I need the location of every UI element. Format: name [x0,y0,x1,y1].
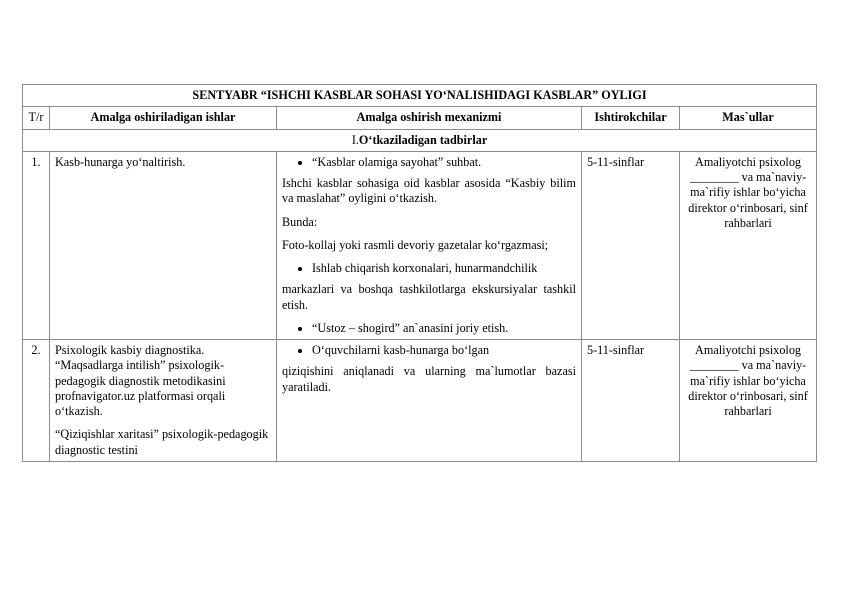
section-title: O‘tkaziladigan tadbirlar [358,132,488,147]
row-task [50,151,277,339]
mechanism-bullet: • Ishlab chiqarish korxonalari, hunarmandchilik [312,261,576,276]
header-mechanism: Amalga oshirish mexanizmi [277,107,582,129]
row-participants: 5-11-sinflar [582,340,680,462]
mechanism-paragraph: Foto-kollaj yoki rasmli devoriy gazetalar ko‘rgazmasi; [282,237,549,252]
mechanism-bullet: • “Kasblar olamiga sayohat” suhbat. [312,155,576,170]
activity-plan-table [22,84,817,462]
table-title: SENTYABR “ISHCHI KASBLAR SOHASI YO‘NALISHIDAGI KASBLAR” OYLIGI [23,85,817,107]
task-text: Psixologik kasbiy diagnostika. “Maqsadlarga intilish” psixologik-pedagogik diagnostik metodikasini profnavigator.uz platformasi orqali o‘tkazish. [55,343,226,418]
section-prefix: I. [351,132,359,147]
row-num: 2. [23,340,50,462]
row-num: 1. [23,151,50,339]
row-mechanism [277,151,582,339]
row-participants: 5-11-sinflar [582,151,680,339]
mechanism-paragraph: Ishchi kasblar sohasiga oid kasblar asosida “Kasbiy bilim va maslahat” oyligini o‘tkazish. [282,176,576,206]
row-responsible: Amaliyotchi psixolog ________ va ma`naviy-ma`rifiy ishlar bo‘yicha direktor o‘rinbosari, sinf rahbarlari [680,151,817,339]
header-tasks: Amalga oshiriladigan ishlar [50,107,277,129]
section-heading [23,129,817,151]
mechanism-paragraph: markazlari va boshqa tashkilotlarga ekskursiyalar tashkil etish. [282,282,576,312]
header-row [23,107,817,129]
section-row [23,129,817,151]
header-responsible: Mas`ullar [680,107,817,129]
task-text: Kasb-hunarga yo‘naltirish. [55,154,186,169]
title-row [23,85,817,107]
table-row [23,340,817,462]
row-task [50,340,277,462]
task-text: “Qiziqishlar xaritasi” psixologik-pedagogik diagnostic testini [55,427,269,457]
header-participants: Ishtirokchilar [582,107,680,129]
mechanism-bullet: • “Ustoz – shogird” an`anasini joriy etish. [312,321,576,336]
table-row [23,151,817,339]
mechanism-paragraph: Bunda: [282,214,318,229]
mechanism-paragraph: qiziqishini aniqlanadi va ularning ma`lumotlar bazasi yaratiladi. [282,364,576,394]
row-mechanism [277,340,582,462]
mechanism-bullet: • O‘quvchilarni kasb-hunarga bo‘lgan [312,343,576,358]
header-num: T/r [23,107,50,129]
row-responsible: Amaliyotchi psixolog ________ va ma`naviy-ma`rifiy ishlar bo‘yicha direktor o‘rinbosari, sinf rahbarlari [680,340,817,462]
